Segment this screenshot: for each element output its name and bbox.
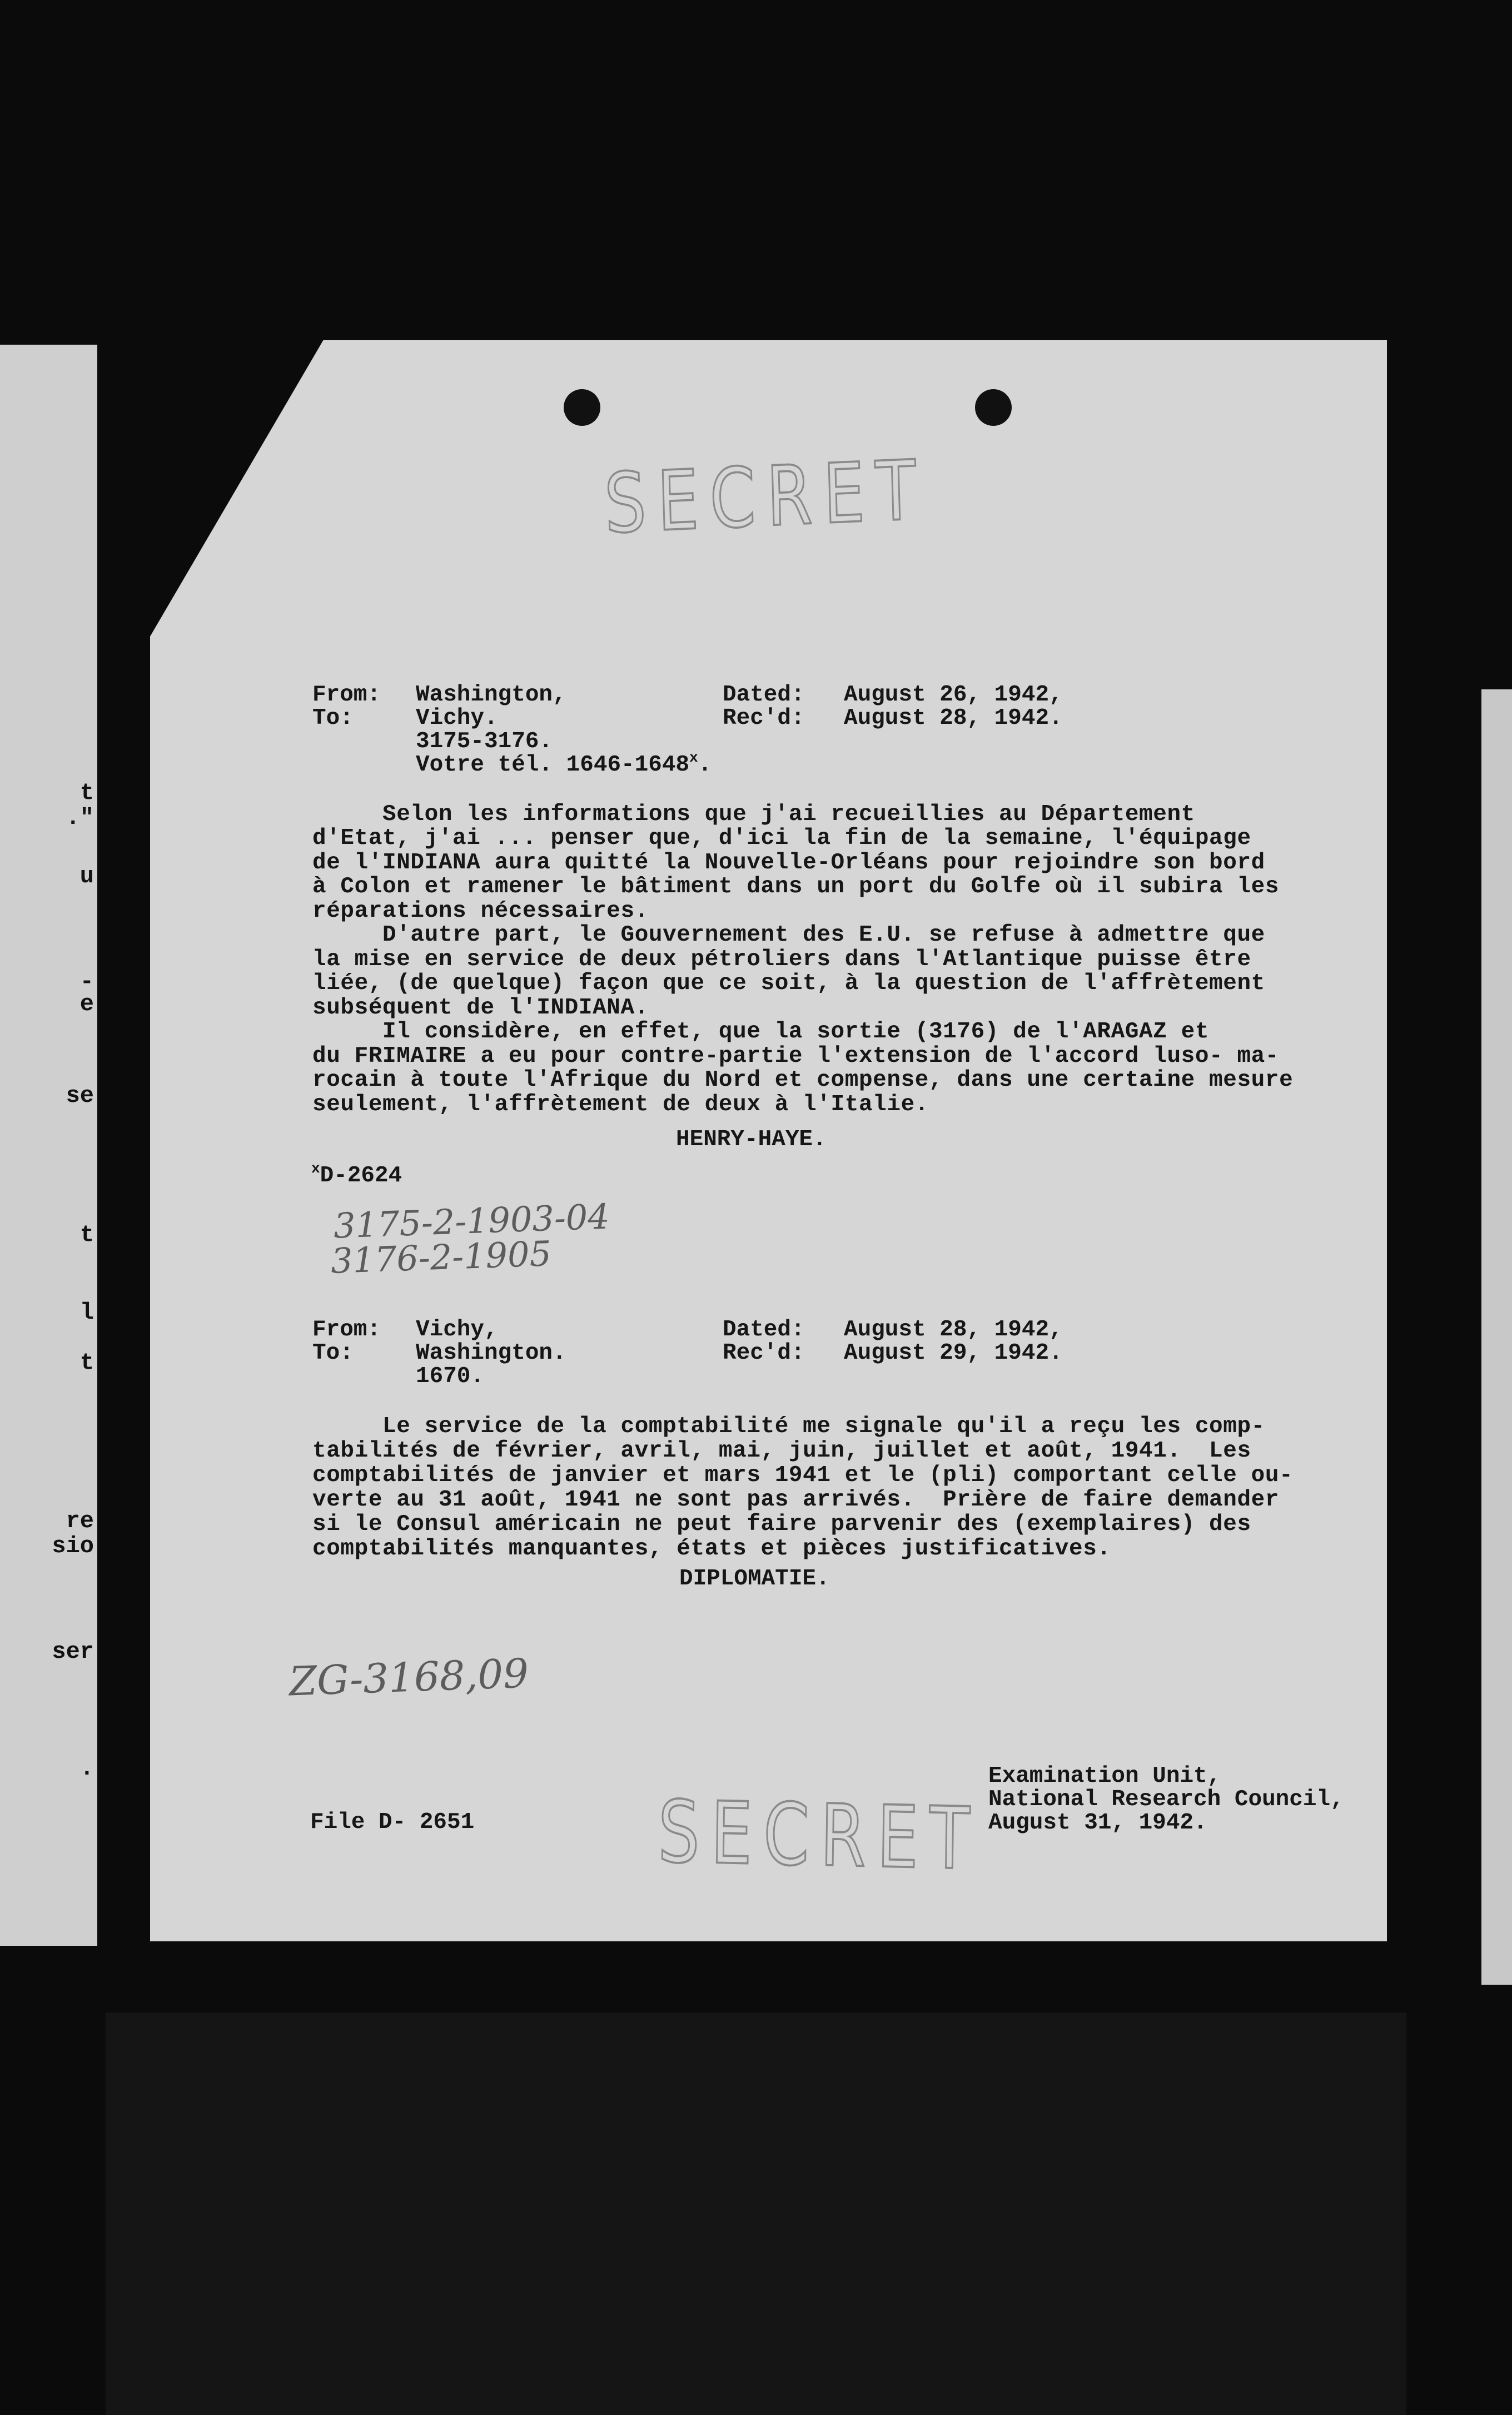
body-line: si le Consul américain ne peut faire parvenir des (exemplaires) des — [312, 1512, 1251, 1537]
file-reference: File D- 2651 — [310, 1810, 475, 1835]
body-line: à Colon et ramener le bâtiment dans un port du Golfe où il subira les — [312, 874, 1280, 900]
handwritten-note: ZG-3168,09 — [288, 1649, 530, 1705]
fragment: t — [79, 779, 94, 806]
recd-value: August 29, 1942. — [844, 1340, 1063, 1366]
punch-hole — [975, 389, 1012, 426]
fragment: se — [66, 1082, 94, 1109]
from-value: Washington, — [416, 682, 566, 708]
fragment: t — [79, 1221, 94, 1248]
body-line: D'autre part, le Gouvernement des E.U. se refuse à admettre que — [312, 922, 1265, 948]
body-line: Il considère, en effet, que la sortie (3176) de l'ARAGAZ et — [312, 1019, 1210, 1045]
body-line: comptabilités manquantes, états et pièces justificatives. — [312, 1536, 1111, 1562]
recd-label: Rec'd: — [723, 705, 805, 731]
body-line: Selon les informations que j'ai recueillies au Département — [312, 801, 1195, 827]
handwritten-note: 3175-2-1903-04 — [332, 1196, 610, 1246]
from-value: Vichy, — [416, 1317, 498, 1343]
recd-value: August 28, 1942. — [844, 705, 1063, 731]
body-line: subséquent de l'INDIANA. — [312, 995, 649, 1021]
body-line: réparations nécessaires. — [312, 898, 649, 924]
fragment: t — [79, 1349, 94, 1376]
handwritten-note: 3176-2-1905 — [330, 1233, 553, 1281]
body-line: rocain à toute l'Afrique du Nord et compense, dans une certaine mesure — [312, 1067, 1294, 1093]
to-label: To: — [312, 1340, 354, 1366]
body-line: du FRIMAIRE a eu pour contre-partie l'extension de l'accord luso- ma- — [312, 1043, 1280, 1069]
fragment: sio — [52, 1533, 94, 1559]
fragment: u — [79, 863, 94, 890]
signature: HENRY-HAYE. — [676, 1127, 827, 1152]
from-label: From: — [312, 682, 381, 708]
to-label: To: — [312, 705, 354, 731]
examination-date: August 31, 1942. — [988, 1810, 1207, 1836]
to-value: Washington. — [416, 1340, 566, 1366]
dated-label: Dated: — [723, 682, 805, 708]
body-line: verte au 31 août, 1941 ne sont pas arrivés. Prière de faire demander — [312, 1487, 1280, 1513]
body-line: Le service de la comptabilité me signale qu'il a reçu les comp- — [312, 1414, 1265, 1439]
signature: DIPLOMATIE. — [679, 1566, 830, 1592]
to-value: Vichy. — [416, 705, 498, 731]
secret-stamp-bottom: SECRET — [657, 1782, 982, 1889]
film-strip-bottom — [106, 2012, 1406, 2415]
secret-stamp-top: SECRET — [603, 441, 928, 552]
message-number: 3175-3176. — [416, 729, 553, 754]
dated-value: August 28, 1942, — [844, 1317, 1063, 1343]
fragment: ser — [52, 1638, 94, 1665]
message-body — [312, 1390, 1293, 1586]
body-line: d'Etat, j'ai ... penser que, d'ici la fin de la semaine, l'équipage — [312, 826, 1251, 851]
fragment: - — [79, 968, 94, 995]
body-line: de l'INDIANA aura quitté la Nouvelle-Orléans pour rejoindre son bord — [312, 849, 1265, 876]
body-line: liée, (de quelque) façon que ce soit, à la question de l'affrètement — [312, 971, 1265, 996]
body-line: seulement, l'affrètement de deux à l'Italie. — [312, 1091, 929, 1117]
examination-unit: Examination Unit, — [988, 1763, 1221, 1789]
examination-council: National Research Council, — [988, 1787, 1344, 1812]
adjacent-page-right — [1481, 689, 1512, 1985]
body-line: comptabilités de janvier et mars 1941 et le (pli) comportant celle ou- — [312, 1463, 1294, 1488]
punch-hole — [564, 389, 600, 426]
fragment: . — [79, 1755, 94, 1782]
fragment: l — [79, 1299, 94, 1326]
dated-value: August 26, 1942, — [844, 682, 1063, 708]
body-line: tabilités de février, avril, mai, juin, juillet et août, 1941. Les — [312, 1438, 1251, 1464]
footnote: $^x$D-2624 — [311, 1160, 402, 1189]
fragment: e — [79, 991, 94, 1017]
message-number: 1670. — [416, 1364, 485, 1389]
dated-label: Dated: — [723, 1317, 805, 1343]
body-line: la mise en service de deux pétroliers dans l'Atlantique puisse être — [312, 946, 1251, 972]
adjacent-page-left — [0, 345, 97, 1946]
message-body — [312, 778, 1293, 1141]
fragment: re — [66, 1508, 94, 1534]
from-label: From: — [312, 1317, 381, 1343]
reference-line: Votre tél. 1646-1648$^x$. — [416, 749, 712, 778]
recd-label: Rec'd: — [723, 1340, 805, 1366]
fragment: ." — [66, 804, 94, 831]
